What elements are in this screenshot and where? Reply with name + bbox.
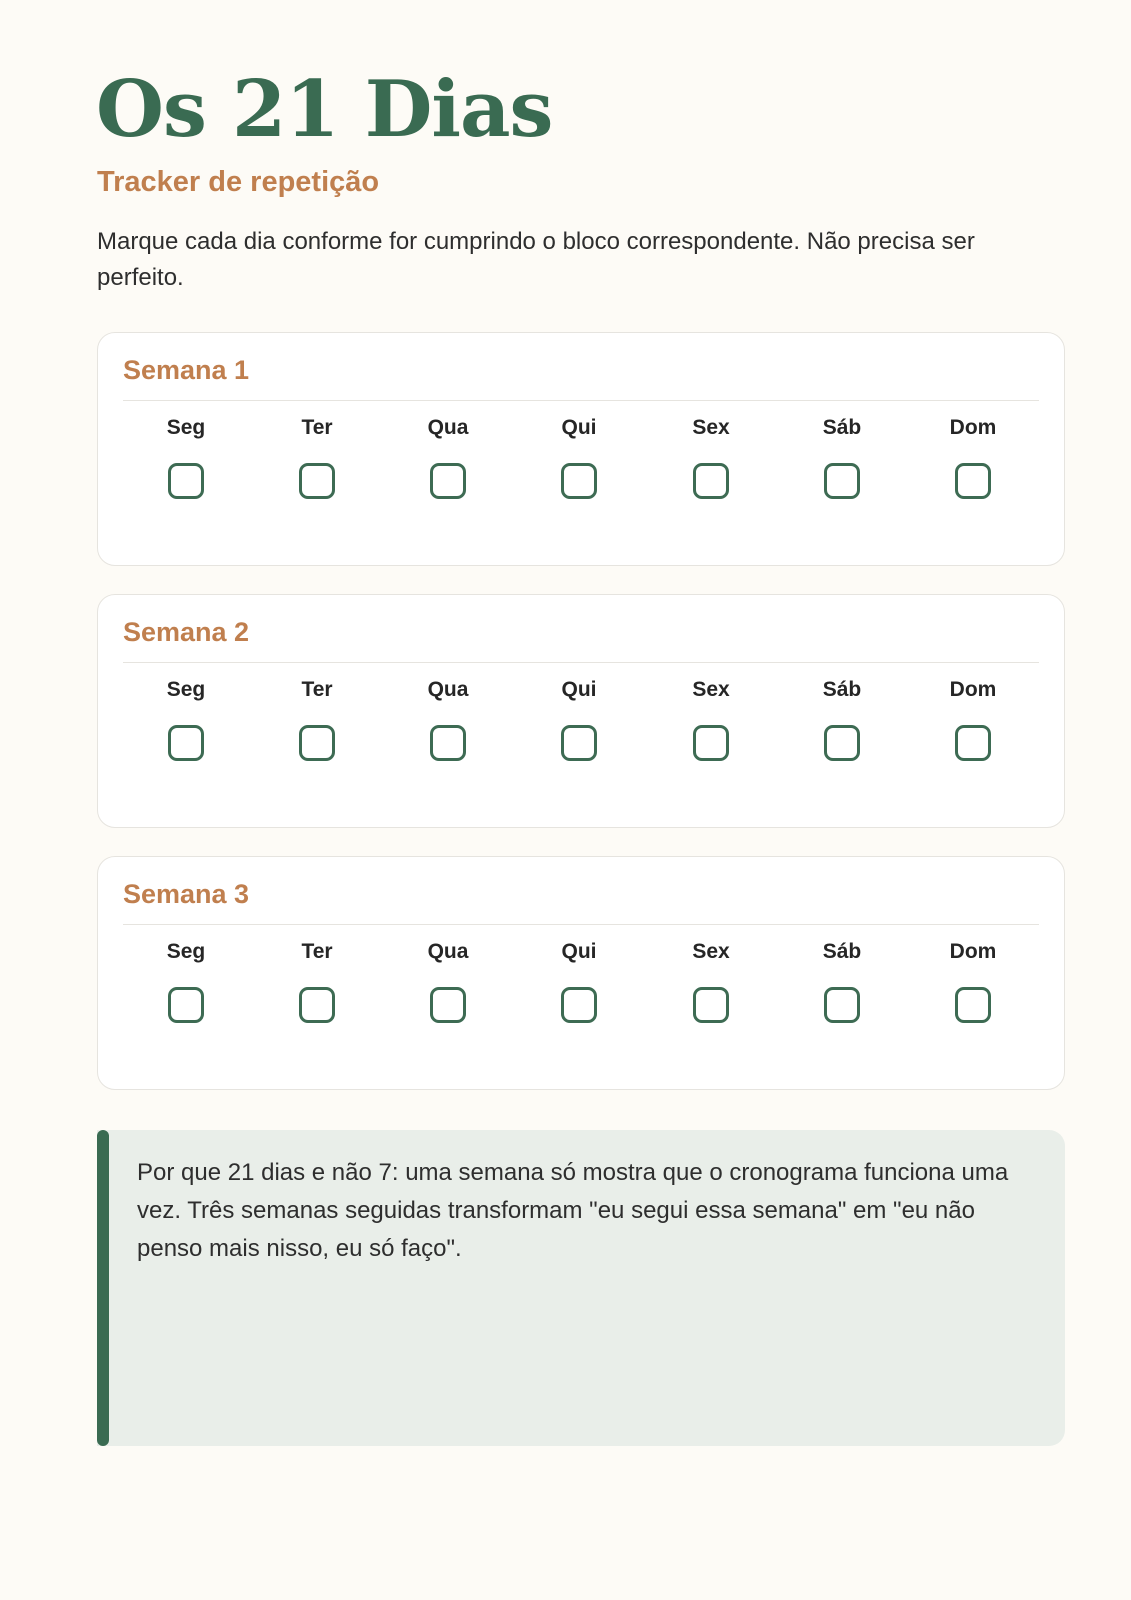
day-label: Qua [427,678,469,701]
day-qui [524,937,634,1047]
page-subtitle: Tracker de repetição [97,166,380,198]
day-label: Dom [949,940,997,963]
day-label: Qui [561,416,597,439]
day-checkbox[interactable] [168,725,204,761]
day-qua [393,675,503,785]
day-qua [393,413,503,523]
day-label: Qua [427,940,469,963]
day-dom [918,413,1028,523]
day-checkbox[interactable] [561,725,597,761]
day-sex [656,675,766,785]
day-ter [262,675,372,785]
day-label: Seg [166,416,206,439]
day-sab [787,413,897,523]
day-seg [131,675,241,785]
day-label: Ter [301,678,333,701]
day-checkbox[interactable] [299,725,335,761]
day-checkbox[interactable] [168,987,204,1023]
week-divider [123,924,1039,925]
week-card-2 [97,594,1065,828]
week-card-1 [97,332,1065,566]
day-label: Qui [561,940,597,963]
day-sab [787,937,897,1047]
note-text: Por que 21 dias e não 7: uma semana só mostra que o cronograma funciona uma vez. Três semanas seguidas transformam "eu segui essa semana" em "eu não penso mais nisso, eu só faço". [137,1159,1009,1262]
day-seg [131,413,241,523]
day-label: Sex [692,940,730,963]
day-qua [393,937,503,1047]
day-checkbox[interactable] [824,463,860,499]
day-label: Qui [561,678,597,701]
day-dom [918,937,1028,1047]
day-sex [656,937,766,1047]
week-divider [123,400,1039,401]
day-sex [656,413,766,523]
day-checkbox[interactable] [693,725,729,761]
week-title: Semana 1 [123,355,250,385]
day-label: Sáb [822,416,862,439]
day-checkbox[interactable] [693,463,729,499]
page-title: Os 21 Dias [96,64,553,155]
day-label: Dom [949,678,997,701]
day-label: Seg [166,940,206,963]
day-label: Sáb [822,940,862,963]
day-ter [262,413,372,523]
note-accent-bar [97,1130,109,1446]
day-dom [918,675,1028,785]
day-checkbox[interactable] [430,463,466,499]
day-qui [524,675,634,785]
day-checkbox[interactable] [299,987,335,1023]
day-label: Seg [166,678,206,701]
note-box [97,1130,1065,1446]
week-card-3 [97,856,1065,1090]
week-title: Semana 3 [123,879,250,909]
day-seg [131,937,241,1047]
day-label: Sáb [822,678,862,701]
day-checkbox[interactable] [168,463,204,499]
day-checkbox[interactable] [299,463,335,499]
week-title: Semana 2 [123,617,250,647]
day-qui [524,413,634,523]
day-label: Dom [949,416,997,439]
day-label: Ter [301,940,333,963]
intro-text: Marque cada dia conforme for cumprindo o bloco correspondente. Não precisa ser perfeito. [97,228,975,291]
day-label: Qua [427,416,469,439]
day-checkbox[interactable] [955,987,991,1023]
day-ter [262,937,372,1047]
day-checkbox[interactable] [430,725,466,761]
day-sab [787,675,897,785]
day-checkbox[interactable] [561,463,597,499]
day-label: Sex [692,416,730,439]
day-checkbox[interactable] [824,987,860,1023]
day-checkbox[interactable] [561,987,597,1023]
day-checkbox[interactable] [430,987,466,1023]
day-checkbox[interactable] [955,463,991,499]
day-label: Sex [692,678,730,701]
week-divider [123,662,1039,663]
day-checkbox[interactable] [955,725,991,761]
day-checkbox[interactable] [824,725,860,761]
day-checkbox[interactable] [693,987,729,1023]
day-label: Ter [301,416,333,439]
